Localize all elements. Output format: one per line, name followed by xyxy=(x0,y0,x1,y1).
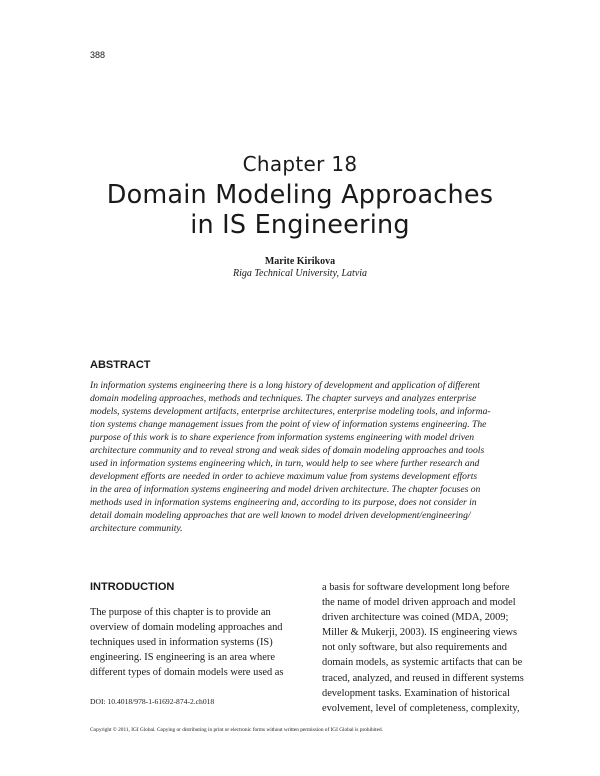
body-line: a basis for software development long before xyxy=(322,582,510,593)
abstract-line: methods used in information systems engineering and, according to its purpose, does not consider in xyxy=(90,497,477,508)
body-line: techniques used in information systems (IS) xyxy=(90,637,273,649)
doi-reference: DOI: 10.4018/978-1-61692-874-2.ch018 xyxy=(90,697,215,706)
abstract-line: development efforts are needed in order to achieve maximum value from systems development efforts xyxy=(90,471,478,482)
body-line: Miller & Mukerji, 2003). IS engineering views xyxy=(322,627,518,639)
abstract-line: domain modeling approaches, methods and techniques. The chapter surveys and analyzes enterprise xyxy=(90,393,477,404)
abstract-line: architecture community. xyxy=(90,523,183,534)
body-line: engineering. IS engineering is an area where xyxy=(90,652,275,664)
abstract-line: tion systems change management issues from the point of view of information systems engineering. The xyxy=(90,419,487,430)
body-line: domain models, as systemic artifacts that can be xyxy=(322,657,523,669)
title-line-2: in IS Engineering xyxy=(190,210,410,240)
body-line: The purpose of this chapter is to provide an xyxy=(90,607,271,618)
abstract-line: architecture community and to reveal strong and weak sides of domain modeling approaches and tools xyxy=(90,445,485,456)
abstract-line: purpose of this work is to share experience from information systems engineering with model driven xyxy=(90,432,475,443)
body-line: development tasks. Examination of historical xyxy=(322,687,510,699)
abstract-body xyxy=(90,379,528,535)
body-line: driven architecture was coined (MDA, 2009; xyxy=(322,612,509,624)
body-line: the name of model driven approach and model xyxy=(322,597,516,609)
abstract-line: detail domain modeling approaches that are well known to model driven development/engineering/ xyxy=(90,510,471,521)
chapter-title xyxy=(0,180,600,240)
title-line-1: Domain Modeling Approaches xyxy=(106,180,494,210)
introduction-heading: INTRODUCTION xyxy=(90,581,175,593)
body-line: traced, analyzed, and reused in different systems xyxy=(322,672,524,684)
body-line: overview of domain modeling approaches and xyxy=(90,622,283,634)
abstract-line: models, systems development artifacts, enterprise architectures, enterprise modeling tools, and informa- xyxy=(90,406,491,417)
introduction-right-column xyxy=(322,580,530,716)
abstract-line: used in information systems engineering which, in turn, would help to see where further research and xyxy=(90,458,480,469)
page-number: 388 xyxy=(90,50,106,60)
introduction-left-column xyxy=(90,605,298,680)
copyright-notice: Copyright © 2011, IGI Global. Copying or distributing in print or electronic forms without written permission of IGI Global is prohibited. xyxy=(90,727,383,733)
body-line: not only software, but also requirements and xyxy=(322,642,507,654)
abstract-line: in the area of information systems engineering and model driven architecture. The chapter focuses on xyxy=(90,484,481,495)
author-name: Marite Kirikova xyxy=(264,256,336,267)
author-affiliation: Riga Technical University, Latvia xyxy=(232,268,368,279)
body-line: different types of domain models were used as xyxy=(90,667,284,679)
abstract-line: In information systems engineering there is a long history of development and application of different xyxy=(90,380,480,391)
abstract-heading: ABSTRACT xyxy=(90,359,151,371)
chapter-label: Chapter 18 xyxy=(242,152,358,176)
body-line: evolvement, level of completeness, complexity, xyxy=(322,702,520,714)
